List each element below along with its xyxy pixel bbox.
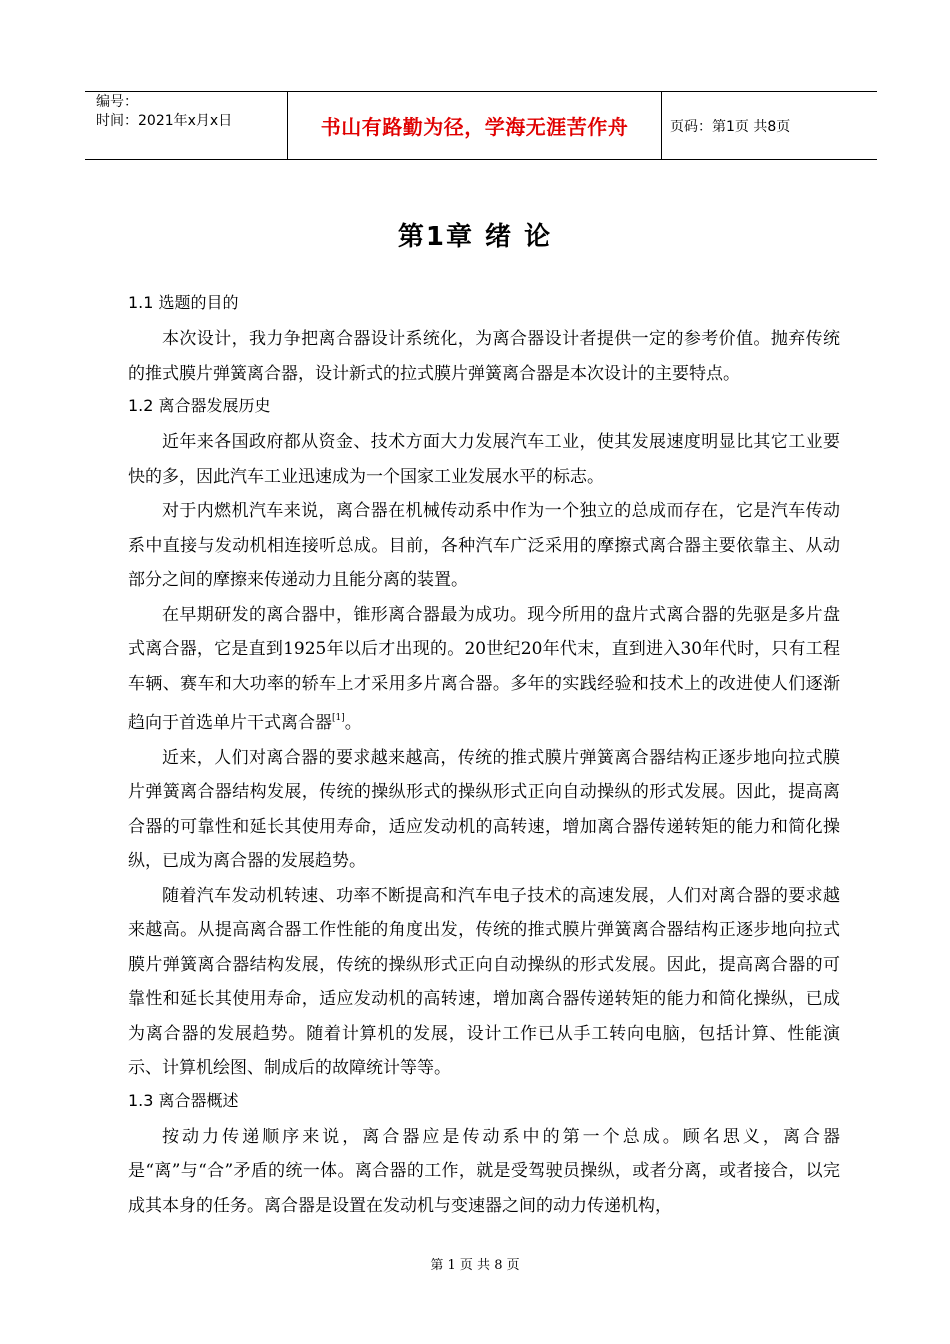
paragraph: 随着汽车发动机转速、功率不断提高和汽车电子技术的高速发展，人们对离合器的要求越来越高。从提高离合器工作性能的角度出发，传统的推式膜片弹簧离合器结构正逐步地向拉式膜片弹簧离合器结构发展，传统的操纵形式正向自动操纵的形式发展。因此，提高离合器的可靠性和延长其使用寿命，适应发动机的高转速，增加离合器传递转矩的能力和简化操纵，已成为离合器的发展趋势。随着计算机的发展，设计工作已从手工转向电脑，包括计算、性能演示、计算机绘图、制成后的故障统计等等。 xyxy=(128,885,840,1078)
header-page-info: 页码：第1页 共8页 xyxy=(670,118,791,135)
paragraph: 近来，人们对离合器的要求越来越高，传统的推式膜片弹簧离合器结构正逐步地向拉式膜片弹簧离合器结构发展，传统的操纵形式的操纵形式正向自动操纵的形式发展。因此，提高离合器的可靠性和延长其使用寿命，适应发动机的高转速，增加离合器传递转矩的能力和简化操纵，已成为离合器的发展趋势。 xyxy=(128,747,840,871)
header-motto: 书山有路勤为径，学海无涯苦作舟 xyxy=(288,92,662,159)
section-heading: 1.3 离合器概述 xyxy=(128,1090,239,1110)
chapter-title: 第1章 绪 论 xyxy=(397,222,553,252)
citation-ref[interactable]: [1] xyxy=(332,713,345,723)
page-footer: 第 1 页 共 8 页 xyxy=(430,1258,520,1273)
document-header xyxy=(85,91,877,160)
paragraph: 对于内燃机汽车来说，离合器在机械传动系中作为一个独立的总成而存在，它是汽车传动系中直接与发动机相连接听总成。目前，各种汽车广泛采用的摩擦式离合器主要依靠主、从动部分之间的摩擦来传递动力且能分离的装置。 xyxy=(128,501,840,590)
paragraph xyxy=(128,598,840,741)
time-label: 时间：2021年x月x日 xyxy=(96,113,233,129)
paragraph-text: 在早期研发的离合器中，锥形离合器最为成功。现今所用的盘片式离合器的先驱是多片盘式离合器，它是直到1925年以后才出现的。20世纪20年代末，直到进入30年代时，只有工程车辆、赛车和大功率的轿车上才采用多片离合器。多年的实践经验和技术上的改进使人们逐渐趋向于首选单片干式离合器 xyxy=(128,604,840,733)
number-label: 编号： xyxy=(96,94,138,110)
paragraph: 本次设计，我力争把离合器设计系统化，为离合器设计者提供一定的参考价值。抛弃传统的推式膜片弹簧离合器，设计新式的拉式膜片弹簧离合器是本次设计的主要特点。 xyxy=(128,329,840,384)
section-heading: 1.1 选题的目的 xyxy=(128,293,239,312)
paragraph: 近年来各国政府都从资金、技术方面大力发展汽车工业，使其发展速度明显比其它工业要快的多，因此汽车工业迅速成为一个国家工业发展水平的标志。 xyxy=(128,432,840,487)
section-heading: 1.2 离合器发展历史 xyxy=(128,396,271,415)
header-meta xyxy=(85,92,288,159)
paragraph-tail: 。 xyxy=(344,713,362,733)
document-body xyxy=(128,288,840,1223)
paragraph: 按动力传递顺序来说，离合器应是传动系中的第一个总成。顾名思义，离合器是“离”与“合”矛盾的统一体。离合器的工作，就是受驾驶员操纵，或者分离，或者接合，以完成其本身的任务。离合器是设置在发动机与变速器之间的动力传递机构， xyxy=(128,1126,840,1216)
